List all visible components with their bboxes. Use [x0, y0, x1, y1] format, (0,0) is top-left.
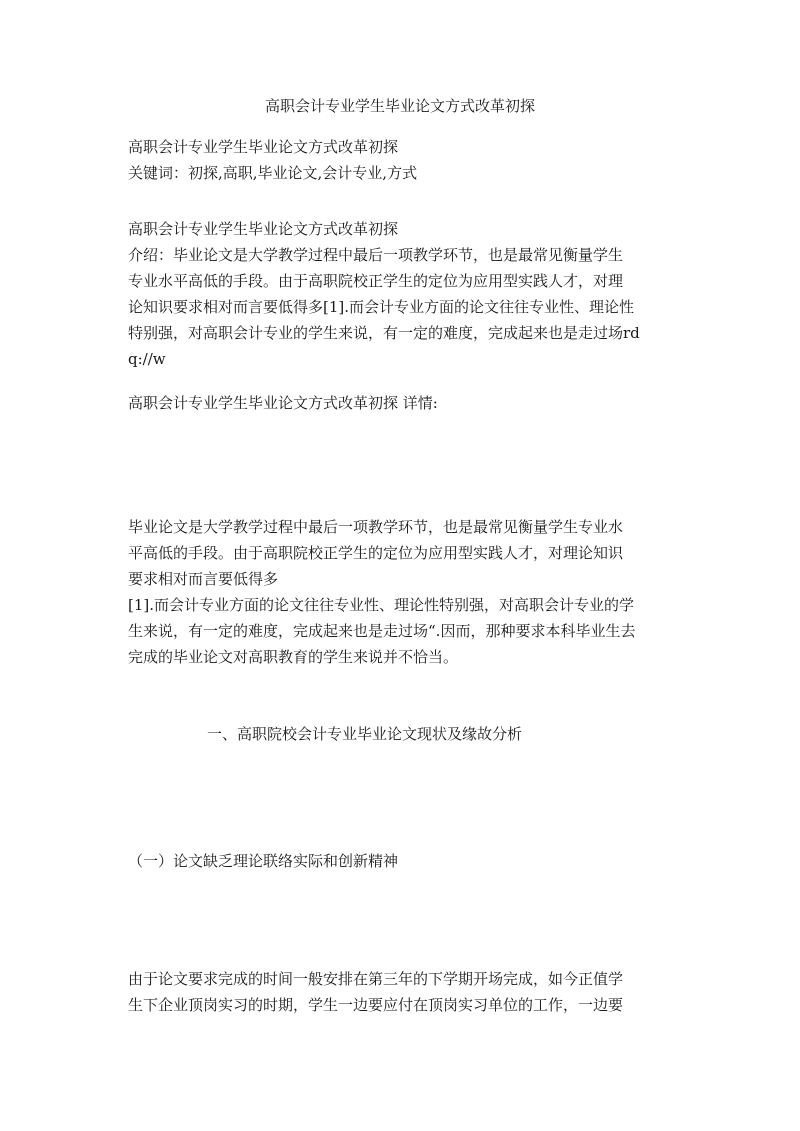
header-repeat-title: 高职会计专业学生毕业论文方式改革初探 — [128, 138, 399, 156]
section-heading: 一、高职院校会计专业毕业论文现状及缘故分析 — [207, 725, 523, 743]
body-paragraph — [128, 514, 688, 670]
body-line: 要求相对而言要低得多 — [128, 570, 279, 588]
intro-line: 专业水平高低的手段。由于高职院校正学生的定位为应用型实践人才，对理 — [128, 272, 624, 290]
intro-line: 介绍：毕业论文是大学教学过程中最后一项教学环节，也是最常见衡量学生 — [128, 246, 624, 264]
header-block — [128, 134, 688, 186]
intro-repeat-title: 高职会计专业学生毕业论文方式改革初探 — [128, 220, 399, 238]
body-line: 完成的毕业论文对高职教育的学生来说并不恰当。 — [128, 648, 459, 666]
last-line: 由于论文要求完成的时间一般安排在第三年的下学期开场完成，如今正值学 — [128, 970, 624, 988]
details-label: 高职会计专业学生毕业论文方式改革初探 详情: — [128, 394, 438, 412]
keywords-line: 关键词：初探,高职,毕业论文,会计专业,方式 — [128, 164, 418, 182]
details-block — [128, 390, 688, 416]
body-line: 平高低的手段。由于高职院校正学生的定位为应用型实践人才，对理论知识 — [128, 544, 624, 562]
document-title: 高职会计专业学生毕业论文方式改革初探 — [264, 97, 535, 115]
body-line: [1].而会计专业方面的论文往往专业性、理论性特别强，对高职会计专业的学 — [128, 596, 635, 614]
body-line: 生来说，有一定的难度，完成起来也是走过场“.因而，那种要求本科毕业生去 — [128, 622, 636, 640]
intro-line: 论知识要求相对而言要低得多[1].而会计专业方面的论文往往专业性、理论性 — [128, 298, 635, 316]
body-line: 毕业论文是大学教学过程中最后一项教学环节，也是最常见衡量学生专业水 — [128, 518, 624, 536]
intro-block — [128, 216, 688, 372]
intro-line: q://w — [128, 350, 166, 368]
intro-line: 特别强，对高职会计专业的学生来说，有一定的难度，完成起来也是走过场rd — [128, 324, 640, 342]
last-paragraph — [128, 966, 688, 1018]
subsection-heading: （一）论文缺乏理论联络实际和创新精神 — [128, 852, 399, 870]
last-line: 生下企业顶岗实习的时期，学生一边要应付在顶岗实习单位的工作，一边要 — [128, 996, 624, 1014]
